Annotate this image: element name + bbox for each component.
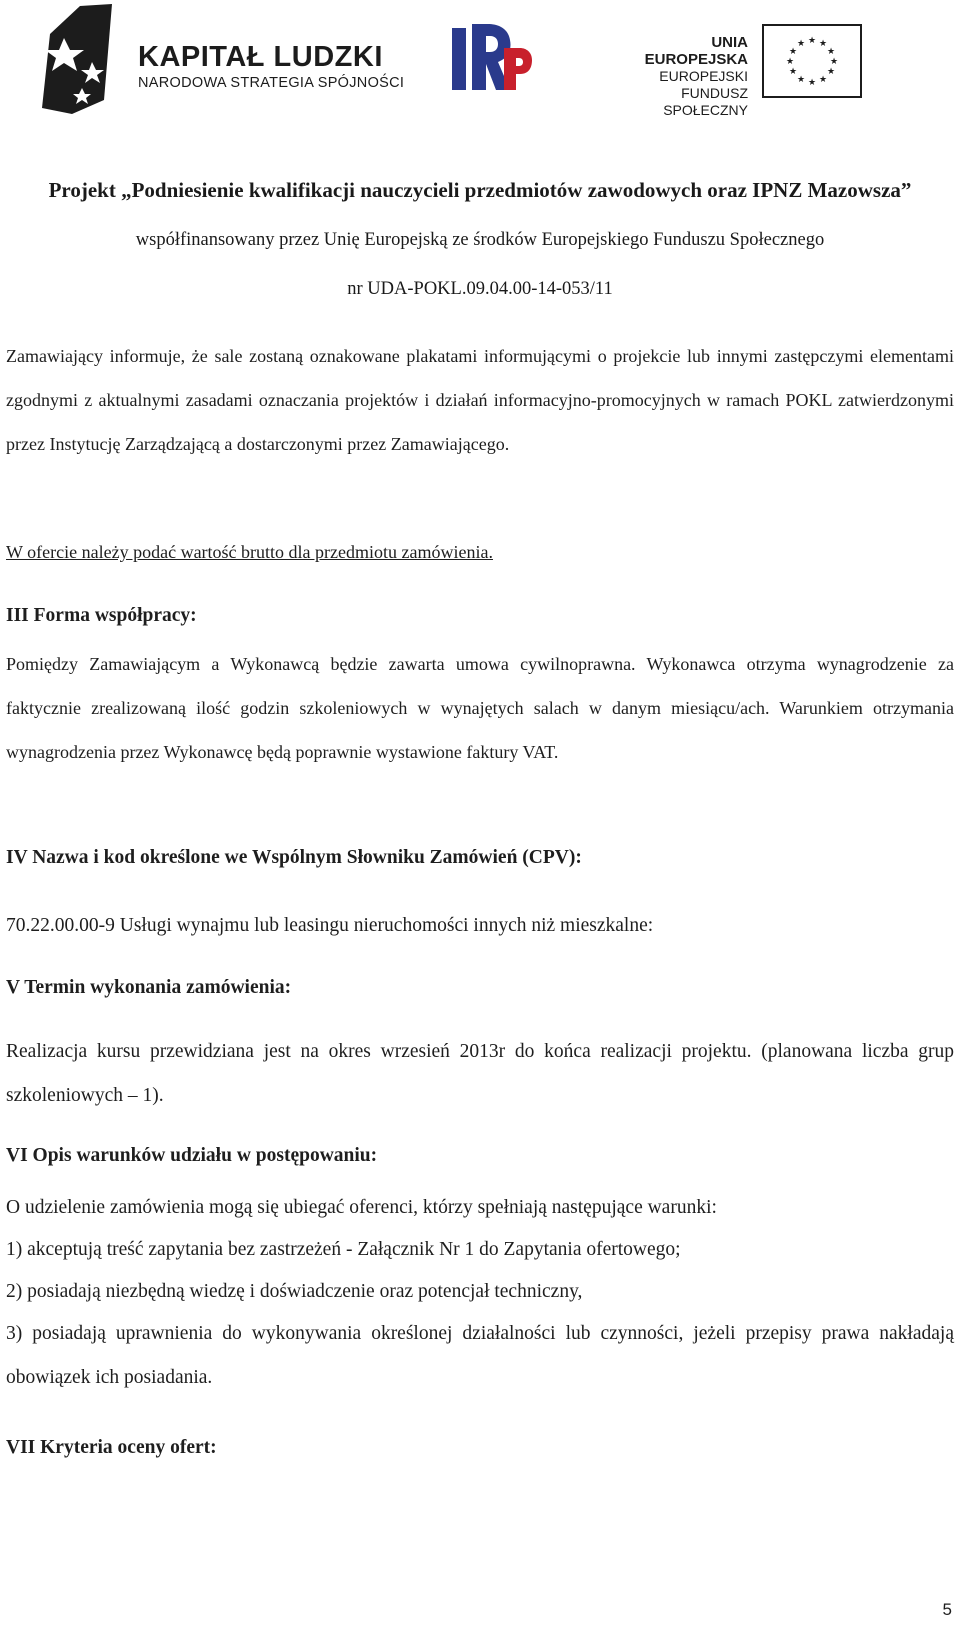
svg-text:★: ★ <box>818 75 828 85</box>
heading-vii: VII Kryteria oceny ofert: <box>6 1437 217 1458</box>
paragraph-offer: W ofercie należy podać wartość brutto dla przedmiotu zamówienia. <box>6 542 493 562</box>
project-title: Projekt „Podniesienie kwalifikacji nauczycieli przedmiotów zawodowych oraz IPNZ Mazowsza” <box>48 178 912 202</box>
paragraph-iv: 70.22.00.00-9 Usługi wynajmu lub leasingu nieruchomości innych niż mieszkalne: <box>6 915 654 936</box>
kapital-subtitle: NARODOWA STRATEGIA SPÓJNOŚCI <box>138 75 405 91</box>
project-number: nr UDA-POKL.09.04.00-14-053/11 <box>347 279 613 299</box>
kapital-ludzki-logo-icon <box>42 4 120 114</box>
paragraph-vi-item-2: 2) posiadają niezbędną wiedzę i doświadczenie oraz potencjał techniczny, <box>6 1281 583 1302</box>
paragraph-vi-item-1: 1) akceptują treść zapytania bez zastrzeżeń - Załącznik Nr 1 do Zapytania ofertowego; <box>6 1239 681 1260</box>
svg-text:★: ★ <box>788 67 798 77</box>
eu-flag-icon <box>762 24 862 98</box>
kapital-title: KAPITAŁ LUDZKI <box>138 41 383 73</box>
svg-text:★: ★ <box>796 75 806 85</box>
paragraph-iii: Pomiędzy Zamawiającym a Wykonawcą będzie zawarta umowa cywilnoprawna. Wykonawca otrzyma wynagrodzenie za faktycznie zrealizowaną ilość godzin szkoleniowych w wynajętych salach w danym miesiącu/ach. Warunkiem otrzymania wynagrodzenia przez Wykonawcę będą poprawnie wystawione faktury VAT. <box>6 654 954 762</box>
heading-v: V Termin wykonania zamówienia: <box>6 977 292 998</box>
paragraph-vi-item-3: 3) posiadają uprawnienia do wykonywania określonej działalności lub czynności, jeżeli przepisy prawa nakładają obowiązek ich posiadania. <box>6 1323 954 1388</box>
heading-vi: VI Opis warunków udziału w postępowaniu: <box>6 1145 378 1166</box>
ue-line-2: EUROPEJSKI <box>659 68 748 84</box>
ue-line-3: FUNDUSZ SPOŁECZNY <box>663 85 748 118</box>
paragraph-vi-intro: O udzielenie zamówienia mogą się ubiegać oferenci, którzy spełniają następujące warunki: <box>6 1197 717 1218</box>
svg-text:★: ★ <box>826 47 836 57</box>
heading-iii: III Forma współpracy: <box>6 605 197 626</box>
svg-text:★: ★ <box>796 39 806 49</box>
svg-text:★: ★ <box>818 39 828 49</box>
ue-line-1: UNIA EUROPEJSKA <box>644 34 748 68</box>
project-cofinance: współfinansowany przez Unię Europejską ze środków Europejskiego Funduszu Społecznego <box>135 230 825 250</box>
paragraph-info: Zamawiający informuje, że sale zostaną oznakowane plakatami informującymi o projekcie lub innymi zastępczymi elementami zgodnymi z aktualnymi zasadami oznaczania projektów i działań informacyjno-promocyjnych w ramach POKL zatwierdzonymi przez Instytucję Zarządzającą a dostarczonymi przez Zamawiającego. <box>6 346 954 454</box>
ue-text <box>618 34 748 119</box>
svg-text:★: ★ <box>785 57 795 67</box>
paragraph-v: Realizacja kursu przewidziana jest na okres wrzesień 2013r do końca realizacji projektu. (planowana liczba grup szkoleniowych – 1). <box>6 1041 954 1106</box>
heading-iv: IV Nazwa i kod określone we Wspólnym Słowniku Zamówień (CPV): <box>6 847 582 868</box>
svg-text:★: ★ <box>807 36 817 46</box>
svg-text:★: ★ <box>807 78 817 88</box>
svg-text:★: ★ <box>788 47 798 57</box>
logo-bar <box>0 0 960 120</box>
rp-logo-icon <box>450 18 532 96</box>
page-number: 5 <box>942 1600 952 1619</box>
kapital-ludzki-text <box>138 42 404 91</box>
svg-text:★: ★ <box>826 67 836 77</box>
svg-text:★: ★ <box>829 57 839 67</box>
